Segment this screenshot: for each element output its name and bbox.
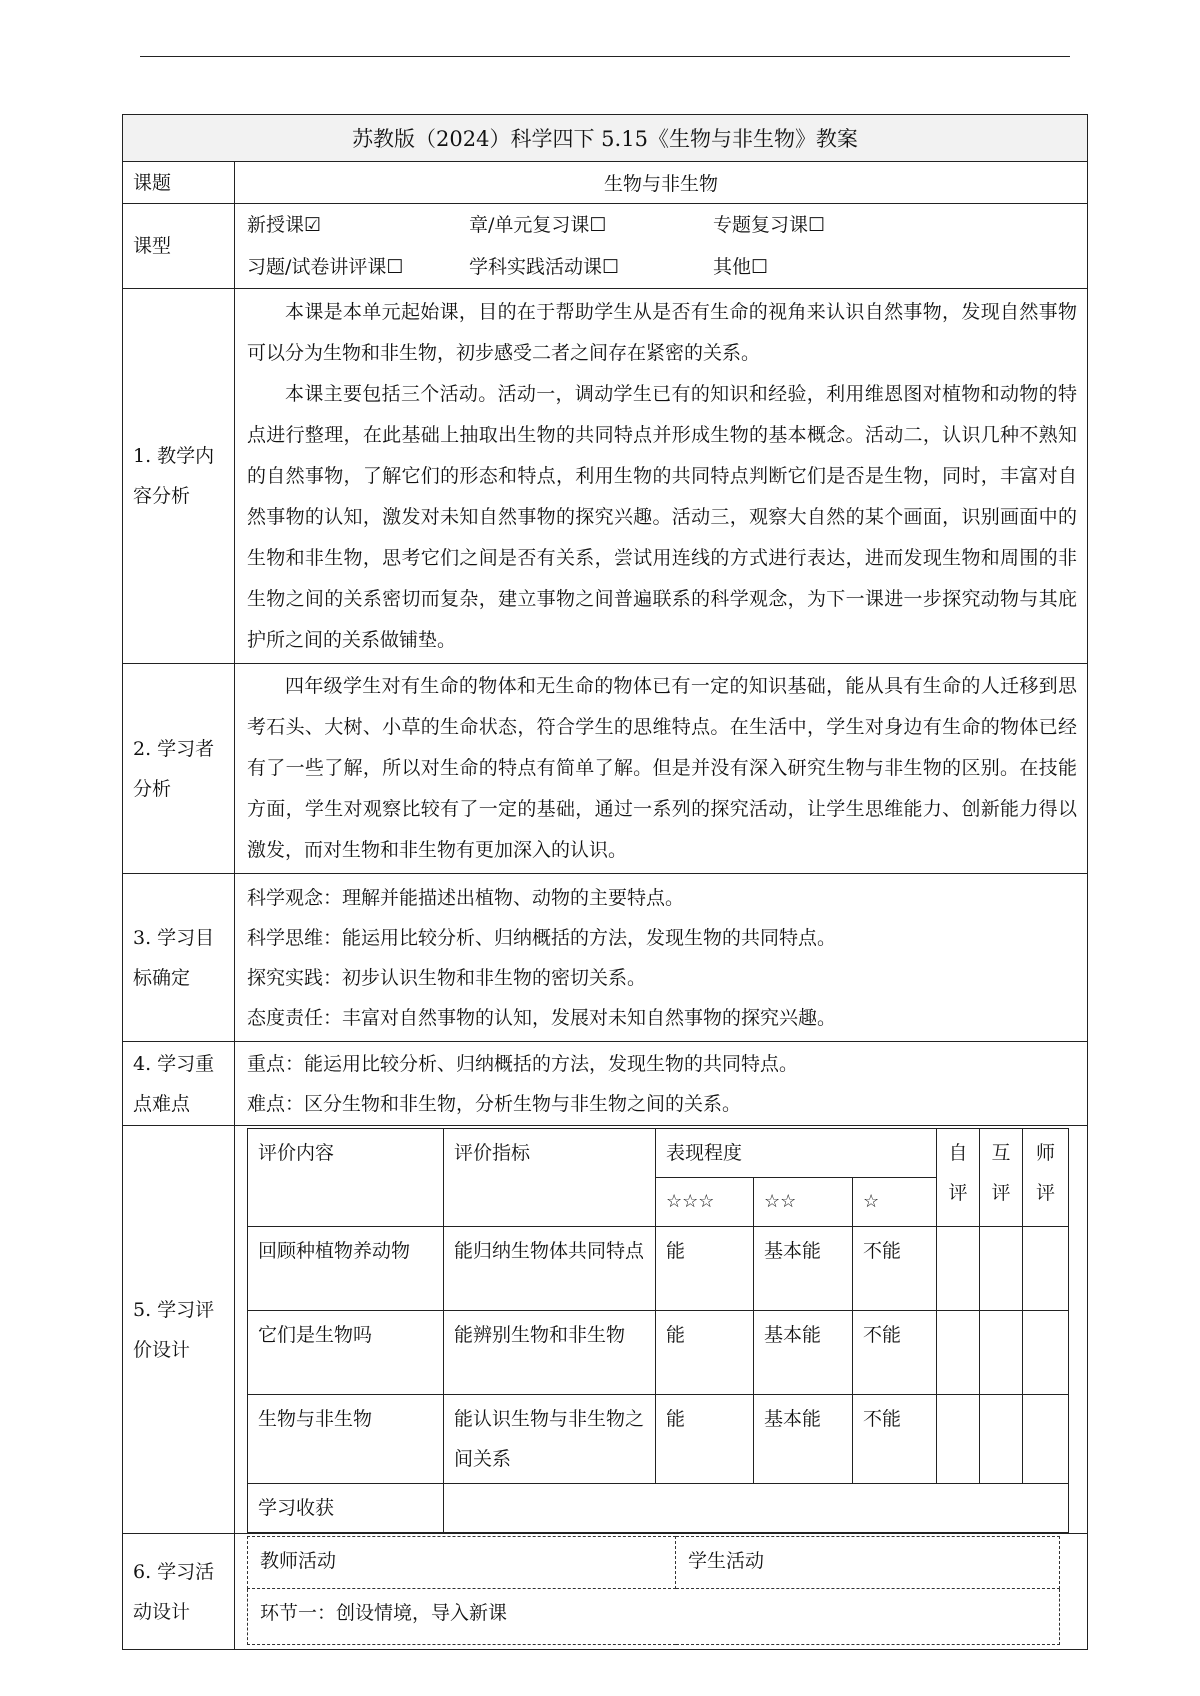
eval-level-3: 能 <box>656 1395 754 1484</box>
teacher-eval-cell[interactable] <box>1023 1395 1069 1484</box>
objective-item: 科学思维：能运用比较分析、归纳概括的方法，发现生物的共同特点。 <box>247 926 837 949</box>
eval-level-3: 能 <box>656 1227 754 1311</box>
objective-item: 态度责任：丰富对自然事物的认知，发展对未知自然事物的探究兴趣。 <box>247 1006 837 1029</box>
option-topic-review[interactable]: 专题复习课☐ <box>713 214 826 236</box>
content-analysis-paragraph: 本课是本单元起始课，目的在于帮助学生从是否有生命的视角来认识自然事物，发现自然事物可以分为生物和非生物，初步感受二者之间存在紧密的关系。 <box>247 300 1077 364</box>
eval-content: 回顾种植物养动物 <box>248 1227 444 1311</box>
two-star-icon: ☆☆ <box>754 1178 853 1227</box>
topic-value: 生物与非生物 <box>235 162 1088 204</box>
topic-label: 课题 <box>123 162 235 204</box>
eval-level-2: 基本能 <box>754 1311 853 1395</box>
teacher-activity-header: 教师活动 <box>248 1537 676 1589</box>
eval-level-2: 基本能 <box>754 1395 853 1484</box>
learner-analysis-label: 2. 学习者 分析 <box>123 664 235 874</box>
eval-level-3: 能 <box>656 1311 754 1395</box>
three-star-icon: ☆☆☆ <box>656 1178 754 1227</box>
header-peer-eval: 互 评 <box>980 1129 1023 1227</box>
content-analysis-paragraph: 本课主要包括三个活动。活动一，调动学生已有的知识和经验，利用维恩图对植物和动物的特点进行整理，在此基础上抽取出生物的共同特点并形成生物的基本概念。活动二，认识几种不熟知的自然事物，了解它们的形态和特点，利用生物的共同特点判断它们是否是生物，同时，丰富对自然事物的认知，激发对未知自然事物的探究兴趣。活动三，观察大自然的某个画面，识别画面中的生物和非生物，思考它们之间是否有关系，尝试用连线的方式进行表达，进而发现生物和周围的非生物之间的关系密切而复杂，建立事物之间普遍联系的科学观念，为下一课进一步探究动物与其庇护所之间的关系做铺垫。 <box>247 382 1077 651</box>
eval-level-1: 不能 <box>853 1395 937 1484</box>
activities-table <box>247 1536 1060 1645</box>
eval-indicator: 能归纳生物体共同特点 <box>444 1227 656 1311</box>
one-star-icon: ☆ <box>853 1178 937 1227</box>
header-indicator: 评价指标 <box>444 1129 656 1227</box>
document-title: 苏教版（2024）科学四下 5.15《生物与非生物》教案 <box>123 115 1088 162</box>
option-practice-activity[interactable]: 学科实践活动课☐ <box>469 256 620 278</box>
activities-label: 6. 学习活 动设计 <box>123 1534 235 1650</box>
objectives-list <box>235 874 1088 1042</box>
eval-indicator: 能辨别生物和非生物 <box>444 1311 656 1395</box>
lesson-type-label: 课型 <box>123 204 235 289</box>
harvest-field[interactable] <box>444 1484 1069 1533</box>
option-exam-review[interactable]: 习题/试卷讲评课☐ <box>247 256 404 278</box>
self-eval-cell[interactable] <box>937 1395 980 1484</box>
header-rule <box>140 56 1070 57</box>
learner-analysis-text: 四年级学生对有生命的物体和无生命的物体已有一定的知识基础，能从具有生命的人迁移到思考石头、大树、小草的生命状态，符合学生的思维特点。在生活中，学生对身边有生命的物体已经有了一些了解，所以对生命的特点有简单了解。但是并没有深入研究生物与非生物的区别。在技能方面，学生对观察比较有了一定的基础，通过一系列的探究活动，让学生思维能力、创新能力得以激发，而对生物和非生物有更加深入的认识。 <box>235 664 1088 874</box>
key-point: 重点：能运用比较分析、归纳概括的方法，发现生物的共同特点。 <box>247 1052 799 1075</box>
lesson-type-options <box>235 204 1088 289</box>
activities-cell <box>235 1534 1088 1650</box>
self-eval-cell[interactable] <box>937 1311 980 1395</box>
header-self-eval: 自 评 <box>937 1129 980 1227</box>
header-teacher-eval: 师 评 <box>1023 1129 1069 1227</box>
content-analysis-label: 1. 教学内 容分析 <box>123 289 235 664</box>
teacher-eval-cell[interactable] <box>1023 1227 1069 1311</box>
self-eval-cell[interactable] <box>937 1227 980 1311</box>
option-other[interactable]: 其他☐ <box>713 256 769 278</box>
peer-eval-cell[interactable] <box>980 1311 1023 1395</box>
evaluation-cell <box>235 1126 1088 1534</box>
peer-eval-cell[interactable] <box>980 1395 1023 1484</box>
eval-level-1: 不能 <box>853 1227 937 1311</box>
key-points-list <box>235 1042 1088 1126</box>
eval-indicator: 能认识生物与非生物之间关系 <box>444 1395 656 1484</box>
lesson-plan-table <box>122 114 1088 1650</box>
evaluation-table <box>247 1128 1069 1533</box>
option-unit-review[interactable]: 章/单元复习课☐ <box>469 214 607 236</box>
eval-content: 生物与非生物 <box>248 1395 444 1484</box>
eval-content: 它们是生物吗 <box>248 1311 444 1395</box>
objectives-label: 3. 学习目 标确定 <box>123 874 235 1042</box>
difficult-point: 难点：区分生物和非生物，分析生物与非生物之间的关系。 <box>247 1092 742 1115</box>
header-content: 评价内容 <box>248 1129 444 1227</box>
harvest-label: 学习收获 <box>248 1484 444 1533</box>
student-activity-header: 学生活动 <box>676 1537 1060 1589</box>
header-level: 表现程度 <box>656 1129 937 1178</box>
teacher-eval-cell[interactable] <box>1023 1311 1069 1395</box>
eval-level-2: 基本能 <box>754 1227 853 1311</box>
section-heading: 环节一：创设情境，导入新课 <box>248 1589 1060 1645</box>
key-points-label: 4. 学习重 点难点 <box>123 1042 235 1126</box>
evaluation-label: 5. 学习评 价设计 <box>123 1126 235 1534</box>
objective-item: 探究实践：初步认识生物和非生物的密切关系。 <box>247 966 647 989</box>
eval-level-1: 不能 <box>853 1311 937 1395</box>
peer-eval-cell[interactable] <box>980 1227 1023 1311</box>
content-analysis-text <box>235 289 1088 664</box>
option-new-lesson[interactable]: 新授课☑ <box>247 214 322 236</box>
objective-item: 科学观念：理解并能描述出植物、动物的主要特点。 <box>247 886 685 909</box>
